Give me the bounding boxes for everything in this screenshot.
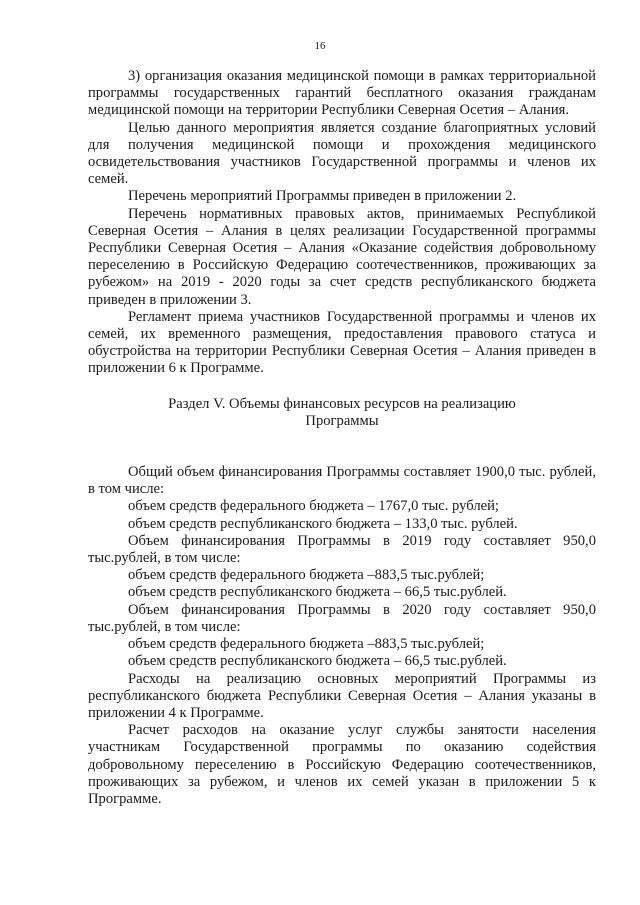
paragraph-activities-list: Перечень мероприятий Программы приведен в приложении 2.: [128, 188, 517, 205]
paragraph-expenses: Расходы на реализацию основных мероприятий Программы из республиканского бюджета Республики Северная Осетия – Алания указаны в приложении 4 к Программе.: [88, 670, 596, 721]
line-2020-federal: объем средств федерального бюджета –883,5 тыс.рублей;: [128, 636, 485, 653]
paragraph-reception-regulations: Регламент приема участников Государственной программы и членов их семей, их временного размещения, предоставления правового статуса и обустройства на территории Республики Северная Осетия – Алания приведен в приложении 6 к Программе.: [88, 308, 596, 377]
section-heading-line1: Раздел V. Объемы финансовых ресурсов на реализацию: [168, 395, 516, 412]
paragraph-funding-2019: Объем финансирования Программы в 2019 году составляет 950,0 тыс.рублей, в том числе:: [88, 532, 596, 567]
paragraph-medical-care: 3) организация оказания медицинской помощи в рамках территориальной программы государственных гарантий бесплатного оказания гражданам медицинской помощи на территории Республики Северная Осетия – Алания.: [88, 68, 596, 119]
line-2019-federal: объем средств федерального бюджета –883,5 тыс.рублей;: [128, 567, 485, 584]
line-2020-regional: объем средств республиканского бюджета – 66,5 тыс.рублей.: [128, 653, 507, 670]
line-total-federal: объем средств федерального бюджета – 1767,0 тыс. рублей;: [128, 498, 499, 515]
paragraph-legal-acts: Перечень нормативных правовых актов, принимаемых Республикой Северная Осетия – Алания в целях реализации Государственной программы Республики Северная Осетия – Алания «Оказание содействия добровольному переселению в Российскую Федерацию соотечественников, проживающих за рубежом» на 2019 - 2020 годы за счет средств республиканского бюджета приведен в приложении 3.: [88, 205, 596, 308]
paragraph-goal: Целью данного мероприятия является создание благоприятных условий для получения медицинской помощи и прохождения медицинского освидетельствования участников Государственной программы и членов их семей.: [88, 119, 596, 188]
line-total-regional: объем средств республиканского бюджета – 133,0 тыс. рублей.: [128, 515, 518, 532]
page-number: 16: [314, 40, 326, 52]
paragraph-employment-costs: Расчет расходов на оказание услуг службы занятости населения участникам Государственной программы по оказанию содействия добровольному переселению в Российскую Федерацию соотечественников, проживающих за рубежом, и членов их семей указан в приложении 5 к Программе.: [88, 722, 596, 807]
section-heading: [88, 396, 596, 430]
line-2019-regional: объем средств республиканского бюджета – 66,5 тыс.рублей.: [128, 584, 507, 601]
section-heading-line2: Программы: [305, 412, 379, 429]
document-body: [88, 68, 596, 808]
paragraph-total-funding: Общий объем финансирования Программы составляет 1900,0 тыс. рублей, в том числе:: [88, 464, 596, 498]
paragraph-funding-2020: Объем финансирования Программы в 2020 году составляет 950,0 тыс.рублей, в том числе:: [88, 601, 596, 635]
